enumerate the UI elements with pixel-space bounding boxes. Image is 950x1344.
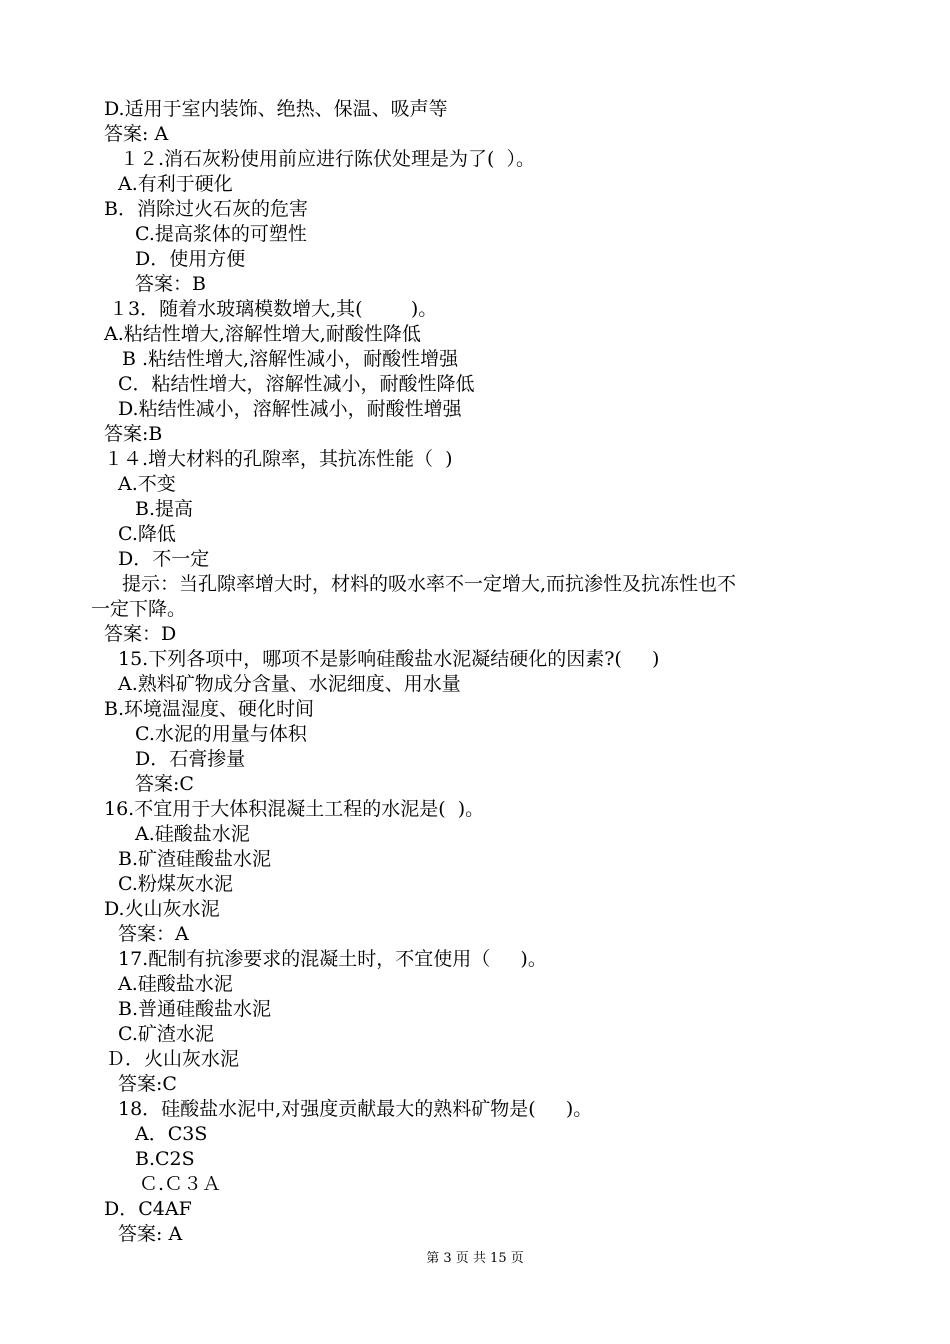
answer-line: 答案：D [104,623,177,645]
option-c-line: C．粘结性增大，溶解性减小，耐酸性降低 [118,373,475,395]
option-a-line: A．C3S [135,1123,208,1145]
option-a-line: A.不变 [118,473,176,495]
option-c-line: C.提高浆体的可塑性 [135,223,307,245]
option-c-line: Ｃ.Ｃ３Ａ [139,1173,222,1195]
option-d-line: D．不一定 [118,548,210,570]
option-c-line: C.矿渣水泥 [118,1023,214,1045]
question-17: 17.配制有抗渗要求的混凝土时，不宜使用（ )。 [118,948,547,970]
option-b-line: B.提高 [135,498,194,520]
answer-line: 答案:C [118,1073,177,1095]
question-13: １3．随着水玻璃模数增大,其( )。 [109,298,438,320]
question-12: １２.消石灰粉使用前应进行陈伏处理是为了( ）。 [120,148,536,170]
answer-line: 答案:C [135,773,194,795]
option-b-line: B.C2S [135,1148,195,1170]
answer-line: 答案:B [104,423,163,445]
question-16: 16.不宜用于大体积混凝土工程的水泥是( )。 [104,798,485,820]
option-a-line: A.熟料矿物成分含量、水泥细度、用水量 [118,673,461,695]
option-c-line: C.水泥的用量与体积 [135,723,307,745]
option-d-line: Ｄ．火山灰水泥 [106,1048,240,1070]
option-c-line: C.降低 [118,523,176,545]
option-d-line: D.适用于室内装饰、绝热、保温、吸声等 [104,98,448,120]
answer-line: 答案: A [118,1223,183,1245]
question-14: １４.增大材料的孔隙率，其抗冻性能（ ) [104,448,453,470]
page-footer: 第 3 页 共 15 页 [426,1251,524,1266]
question-15: 15.下列各项中，哪项不是影响硅酸盐水泥凝结硬化的因素?( ) [118,648,660,670]
option-b-line: B.矿渣硅酸盐水泥 [118,848,272,870]
option-c-line: C.粉煤灰水泥 [118,873,233,895]
option-a-line: A.有利于硬化 [118,173,233,195]
option-d-line: D.火山灰水泥 [104,898,220,920]
option-a-line: A.硅酸盐水泥 [135,823,250,845]
option-d-line: D．C4AF [104,1198,192,1220]
answer-line: 答案：B [135,273,206,295]
option-b-line: B．消除过火石灰的危害 [104,198,308,220]
hint-line: 提示：当孔隙率增大时，材料的吸水率不一定增大,而抗渗性及抗冻性也不 [122,573,737,595]
option-d-line: D．石膏掺量 [135,748,246,770]
option-a-line: A.粘结性增大,溶解性增大,耐酸性降低 [104,323,421,345]
option-d-line: D.粘结性减小，溶解性减小，耐酸性增强 [118,398,462,420]
option-a-line: A.硅酸盐水泥 [118,973,233,995]
option-b-line: B .粘结性增大,溶解性减小，耐酸性增强 [122,348,459,370]
option-b-line: B.环境温湿度、硬化时间 [104,698,315,720]
answer-line: 答案：A [118,923,189,945]
hint-continuation: 一定下降。 [91,598,187,620]
option-b-line: B.普通硅酸盐水泥 [118,998,272,1020]
answer-line: 答案: A [104,123,169,145]
question-18: 18．硅酸盐水泥中,对强度贡献最大的熟料矿物是( )。 [118,1098,593,1120]
option-d-line: D．使用方便 [135,248,246,270]
